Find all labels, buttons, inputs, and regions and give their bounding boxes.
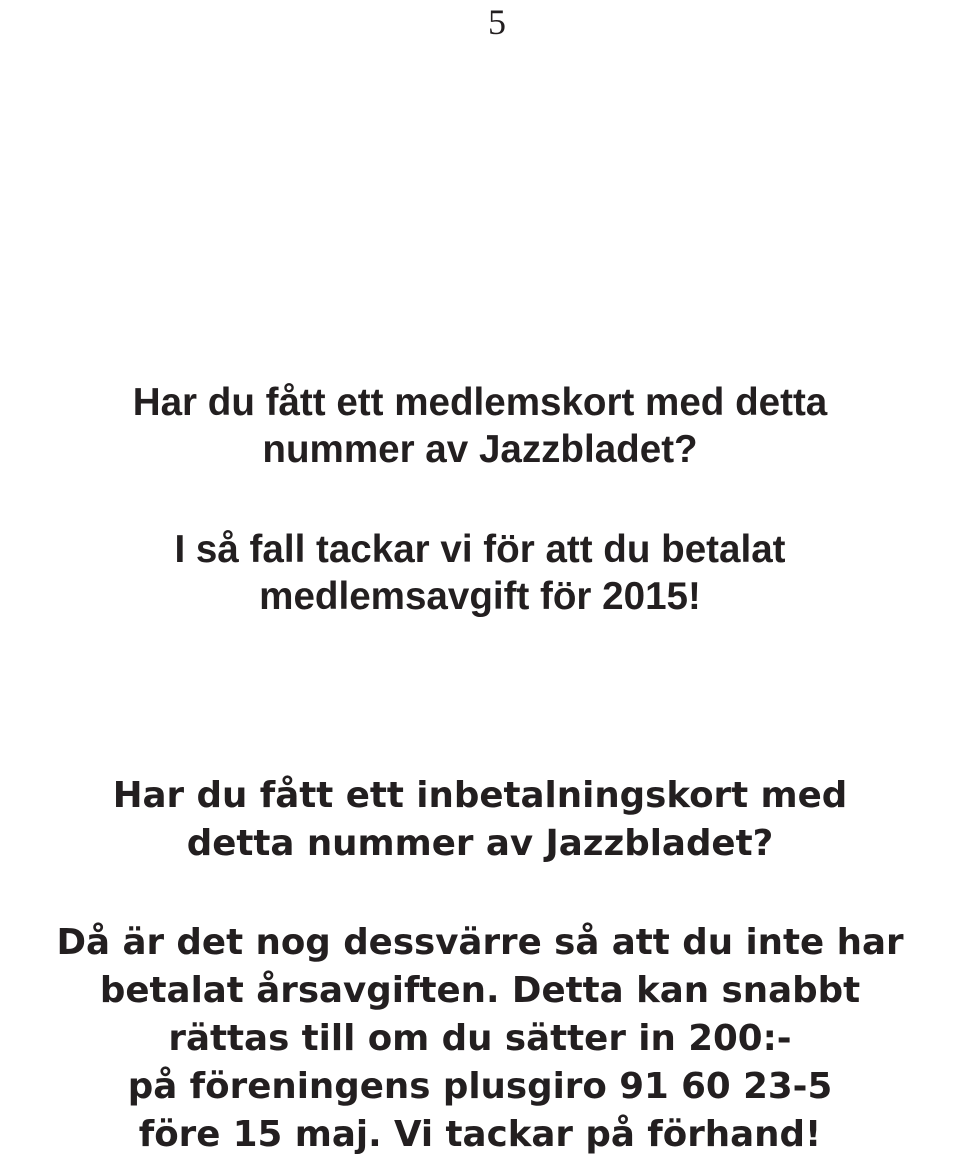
text-line: Har du fått ett inbetalningskort med — [112, 775, 848, 816]
text-line: Då är det nog dessvärre så att du inte har — [56, 922, 904, 963]
text-line: på föreningens plusgiro 91 60 23-5 — [127, 1066, 833, 1107]
text-line: medlemsavgift för 2015! — [259, 575, 701, 618]
text-line: rättas till om du sätter in 200:- — [168, 1018, 792, 1059]
thanks-message — [0, 526, 960, 620]
page-number: 5 — [488, 2, 506, 42]
text-line: detta nummer av Jazzbladet? — [186, 823, 774, 864]
unpaid-fee-notice — [0, 919, 960, 1159]
membership-card-question — [0, 379, 960, 473]
text-line: Har du fått ett medlemskort med detta — [132, 381, 828, 424]
text-line: före 15 maj. Vi tackar på förhand! — [138, 1114, 822, 1155]
text-line: I så fall tackar vi för att du betalat — [174, 528, 786, 571]
payment-card-question — [0, 772, 960, 868]
text-line: nummer av Jazzbladet? — [262, 428, 698, 471]
text-line: betalat årsavgiften. Detta kan snabbt — [99, 970, 861, 1011]
